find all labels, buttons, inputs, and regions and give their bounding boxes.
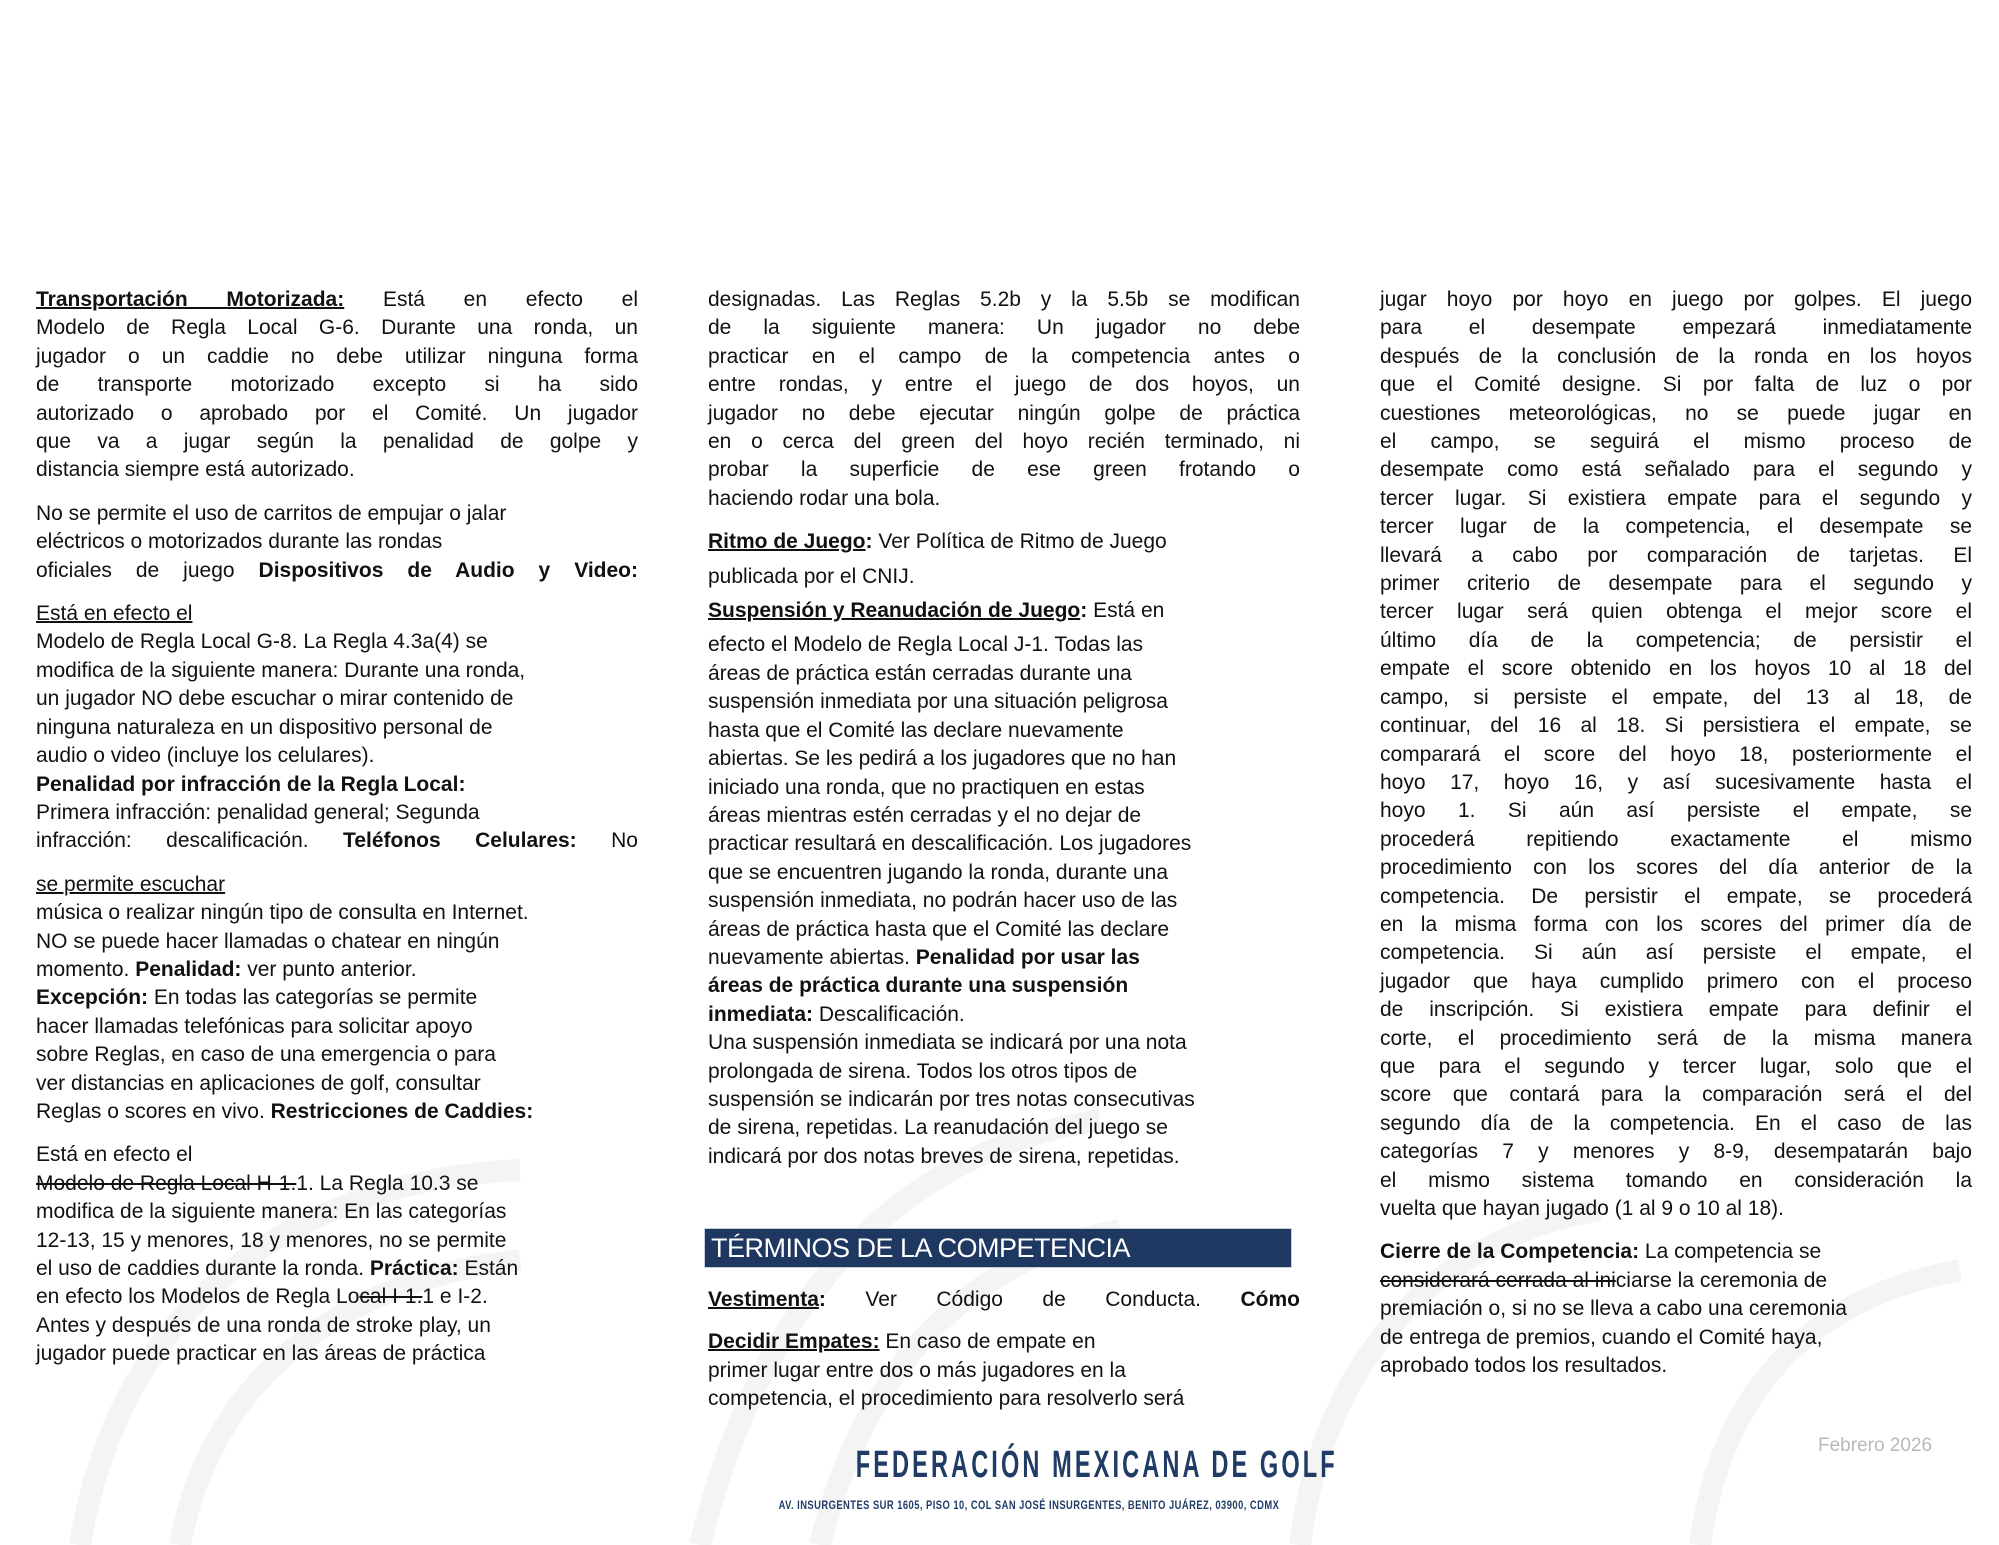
text-segment: llevará a cabo por comparación de tarjetas. El bbox=[1380, 543, 1972, 567]
text-segment: segundo día de la competencia. En el caso de las bbox=[1380, 1111, 1972, 1135]
text-segment: Está en efecto el bbox=[344, 288, 638, 311]
text-line bbox=[36, 1227, 638, 1255]
text-line bbox=[708, 597, 1300, 625]
text-segment: competencia, el procedimiento para resolverlo será bbox=[708, 1387, 1185, 1411]
text-segment: ninguna naturaleza en un dispositivo personal de bbox=[36, 715, 493, 739]
text-line bbox=[708, 371, 1300, 399]
text-line bbox=[36, 456, 638, 484]
text-segment: modifica de la siguiente manera: En las categorías bbox=[36, 1200, 507, 1224]
text-segment: Una suspensión inmediata se indicará por una nota bbox=[708, 1031, 1187, 1055]
text-line bbox=[708, 428, 1300, 456]
text-segment: que va a jugar según la penalidad de golpe y bbox=[36, 430, 638, 454]
text-line bbox=[1380, 797, 1972, 825]
text-segment: modifica de la siguiente manera: Durante una ronda, bbox=[36, 658, 526, 682]
text-segment: de entrega de premios, cuando el Comité haya, bbox=[1380, 1325, 1823, 1349]
federation-logo bbox=[708, 1444, 1338, 1512]
text-segment: áreas de práctica están cerradas durante una bbox=[708, 661, 1132, 685]
paragraph bbox=[36, 871, 638, 1127]
text-line bbox=[1380, 1110, 1972, 1138]
text-segment: momento. bbox=[36, 957, 136, 981]
text-segment: Reglas o scores en vivo. bbox=[36, 1099, 271, 1123]
text-segment: jugador puede practicar en las áreas de práctica bbox=[36, 1342, 486, 1366]
text-segment: nuevamente abiertas. bbox=[708, 945, 916, 969]
text-line bbox=[36, 314, 638, 342]
text-line bbox=[1380, 1081, 1972, 1109]
text-line bbox=[1380, 627, 1972, 655]
struck-text: cal I-1. bbox=[359, 1285, 423, 1309]
text-segment: eléctricos o motorizados durante las rondas bbox=[36, 530, 443, 554]
text-line bbox=[1380, 684, 1972, 712]
text-segment: de transporte motorizado excepto si ha sido bbox=[36, 373, 638, 397]
text-line bbox=[708, 1328, 1300, 1356]
text-segment: Modelo de Regla Local G-8. La Regla 4.3a(4) se bbox=[36, 630, 488, 654]
text-segment: vuelta que hayan jugado (1 al 9 o 10 al 18). bbox=[1380, 1197, 1784, 1220]
bold-label: Cómo bbox=[1240, 1288, 1300, 1311]
text-segment: La competencia se bbox=[1639, 1240, 1822, 1264]
text-line bbox=[1380, 968, 1972, 996]
text-segment: competencia. De persistir el empate, se procederá bbox=[1380, 884, 1972, 908]
text-segment: Ver Política de Ritmo de Juego bbox=[872, 530, 1167, 554]
text-line bbox=[36, 984, 638, 1012]
bold-label: áreas de práctica durante una suspensión bbox=[708, 974, 1129, 998]
text-line bbox=[36, 1283, 638, 1311]
paragraph bbox=[1380, 286, 1972, 1223]
paragraph bbox=[708, 631, 1300, 1171]
text-segment: distancia siempre está autorizado. bbox=[36, 458, 355, 482]
bold-label: Penalidad por usar las bbox=[915, 945, 1140, 969]
text-segment: procederá repitiendo exactamente el mismo bbox=[1380, 827, 1972, 851]
logo-address: AV. INSURGENTES SUR 1605, PISO 10, COL SAN JOSÉ INSURGENTES, BENITO JUÁREZ, 03900, CDMX bbox=[778, 1498, 1280, 1512]
bold-label: inmediata: bbox=[708, 1002, 814, 1026]
bold-label: : bbox=[1080, 599, 1088, 623]
text-line bbox=[36, 1312, 638, 1340]
text-segment: prolongada de sirena. Todos los otros tipos de bbox=[708, 1059, 1138, 1083]
column-middle bbox=[708, 286, 1300, 1171]
text-segment: premiación o, si no se lleva a cabo una ceremonia bbox=[1380, 1297, 1847, 1321]
struck-text: considerará cerrada al ini bbox=[1380, 1268, 1616, 1292]
paragraph bbox=[704, 1286, 1300, 1314]
paragraph bbox=[708, 597, 1300, 625]
document-date: Febrero 2026 bbox=[1818, 1435, 1933, 1456]
text-line bbox=[1380, 400, 1972, 428]
text-segment: iniciado una ronda, que no practiquen en estas bbox=[708, 775, 1145, 799]
text-segment: ciarse la ceremonia de bbox=[1615, 1268, 1828, 1292]
text-line bbox=[36, 871, 638, 899]
paragraph bbox=[36, 286, 638, 485]
text-segment: infracción: descalificación. bbox=[36, 829, 344, 853]
text-line bbox=[36, 1198, 638, 1226]
text-line bbox=[708, 802, 1300, 830]
text-line bbox=[708, 717, 1300, 745]
text-segment: NO se puede hacer llamadas o chatear en ningún bbox=[36, 929, 500, 953]
text-segment: ver distancias en aplicaciones de golf, consultar bbox=[36, 1071, 481, 1095]
text-segment: designadas. Las Reglas 5.2b y la 5.5b se modifican bbox=[708, 288, 1300, 311]
text-line bbox=[36, 799, 638, 827]
text-segment: campo, si persiste el empate, del 13 al 18, de bbox=[1380, 685, 1972, 709]
text-segment: cuestiones meteorológicas, no se puede jugar en bbox=[1380, 401, 1972, 425]
text-line bbox=[1380, 1295, 1972, 1323]
paragraph bbox=[1380, 1238, 1972, 1380]
text-line bbox=[36, 371, 638, 399]
text-line bbox=[708, 1001, 1300, 1029]
text-segment: jugador no debe ejecutar ningún golpe de práctica bbox=[708, 401, 1300, 425]
text-segment: suspensión inmediata, no podrán hacer uso de las bbox=[708, 889, 1178, 913]
text-segment: hacer llamadas telefónicas para solicitar apoyo bbox=[36, 1014, 473, 1038]
text-segment: 1 e I-2. bbox=[422, 1285, 488, 1309]
section-heading-terminos: TÉRMINOS DE LA COMPETENCIA bbox=[704, 1228, 1292, 1268]
text-segment: Está en efecto el bbox=[36, 602, 193, 626]
text-segment: en efecto los Modelos de Regla Lo bbox=[36, 1285, 360, 1309]
text-line bbox=[36, 557, 638, 585]
text-segment: en o cerca del green del hoyo recién terminado, ni bbox=[708, 430, 1300, 454]
text-line bbox=[1380, 911, 1972, 939]
text-segment: jugador que haya cumplido primero con el proceso bbox=[1380, 969, 1972, 993]
bold-label: Ritmo de Juego bbox=[708, 530, 866, 554]
text-segment: primer lugar entre dos o más jugadores en la bbox=[708, 1358, 1126, 1382]
text-segment: que para el segundo y tercer lugar, solo que el bbox=[1380, 1054, 1972, 1078]
text-segment: último día de la competencia; de persistir el bbox=[1380, 628, 1972, 652]
bold-label: Penalidad por infracción de la Regla Local: bbox=[36, 772, 466, 796]
bold-label: Dispositivos de Audio y Video: bbox=[258, 558, 638, 582]
text-segment: hoyo 1. Si aún así persiste el empate, se bbox=[1380, 799, 1972, 823]
text-line bbox=[36, 742, 638, 770]
paragraph bbox=[708, 563, 1300, 591]
bold-label: : bbox=[865, 530, 873, 554]
text-segment: continuar, del 16 al 18. Si persistiera el empate, se bbox=[1380, 714, 1972, 738]
text-line bbox=[708, 456, 1300, 484]
text-line bbox=[1380, 939, 1972, 967]
text-line bbox=[36, 899, 638, 927]
text-line bbox=[708, 859, 1300, 887]
text-line bbox=[36, 1070, 638, 1098]
text-segment: No bbox=[576, 829, 638, 853]
text-segment: En todas las categorías se permite bbox=[148, 986, 478, 1010]
text-line bbox=[1380, 741, 1972, 769]
paragraph bbox=[708, 528, 1300, 556]
text-line bbox=[708, 887, 1300, 915]
text-segment: Está en bbox=[1087, 599, 1165, 623]
text-line bbox=[36, 657, 638, 685]
text-line bbox=[36, 685, 638, 713]
bold-label: Cierre de la Competencia: bbox=[1380, 1240, 1640, 1264]
text-line bbox=[708, 1058, 1300, 1086]
text-line bbox=[708, 1357, 1300, 1385]
text-segment: Descalificación. bbox=[813, 1002, 965, 1026]
text-line bbox=[1380, 1053, 1972, 1081]
text-line bbox=[36, 1255, 638, 1283]
text-line bbox=[36, 1340, 638, 1368]
text-line bbox=[1380, 826, 1972, 854]
text-line bbox=[36, 500, 638, 528]
column-right bbox=[1380, 286, 1972, 1380]
text-segment: score que contará para la comparación será el del bbox=[1380, 1083, 1972, 1107]
paragraph bbox=[36, 1141, 638, 1368]
text-line bbox=[36, 714, 638, 742]
text-segment: de sirena, repetidas. La reanudación del juego se bbox=[708, 1116, 1168, 1140]
struck-text: Modelo de Regla Local H-1. bbox=[36, 1171, 297, 1195]
text-segment: en la misma forma con los scores del primer día de bbox=[1380, 912, 1972, 936]
text-segment: el uso de caddies durante la ronda. bbox=[36, 1257, 370, 1280]
text-segment: desempate como está señalado para el segundo y bbox=[1380, 458, 1972, 482]
bold-label: Teléfonos Celulares: bbox=[343, 829, 577, 853]
text-segment: No se permite el uso de carritos de empujar o jalar bbox=[36, 501, 507, 525]
text-line bbox=[1380, 1352, 1972, 1380]
text-segment: ver punto anterior. bbox=[241, 957, 417, 981]
text-line bbox=[1380, 1238, 1972, 1266]
text-segment: Está en efecto el bbox=[36, 1143, 193, 1167]
text-line bbox=[36, 1013, 638, 1041]
text-line bbox=[1380, 883, 1972, 911]
text-line bbox=[1380, 996, 1972, 1024]
text-line bbox=[1380, 598, 1972, 626]
text-segment: áreas de práctica hasta que el Comité las declare bbox=[708, 917, 1170, 941]
text-line bbox=[36, 400, 638, 428]
text-line bbox=[36, 600, 638, 628]
text-segment: probar la superficie de ese green frotando o bbox=[708, 458, 1300, 482]
text-line bbox=[36, 286, 638, 314]
text-line bbox=[708, 1143, 1300, 1171]
text-line bbox=[1380, 655, 1972, 683]
text-line bbox=[1380, 1138, 1972, 1166]
text-line bbox=[1380, 485, 1972, 513]
text-line bbox=[36, 1041, 638, 1069]
text-segment: hoyo 17, hoyo 16, y así sucesivamente hasta el bbox=[1380, 770, 1972, 794]
text-segment: comparará el score del hoyo 18, posteriormente el bbox=[1380, 742, 1972, 766]
logo-org-name: FEDERACIÓN MEXICANA DE GOLF bbox=[855, 1444, 1338, 1486]
text-segment: primer criterio de desempate para el segundo y bbox=[1380, 572, 1972, 596]
text-line bbox=[36, 1098, 638, 1126]
text-line bbox=[1380, 542, 1972, 570]
text-segment: áreas mientras estén cerradas y el no dejar de bbox=[708, 803, 1142, 827]
text-line bbox=[1380, 570, 1972, 598]
text-line bbox=[36, 956, 638, 984]
text-segment: 1. La Regla 10.3 se bbox=[296, 1171, 479, 1195]
text-line bbox=[708, 944, 1300, 972]
text-segment: se permite escuchar bbox=[36, 872, 226, 896]
bold-label: Transportación Motorizada: bbox=[36, 288, 345, 311]
text-segment: haciendo rodar una bola. bbox=[708, 486, 941, 510]
text-line bbox=[36, 343, 638, 371]
text-segment: aprobado todos los resultados. bbox=[1380, 1354, 1668, 1378]
text-segment: después de la conclusión de la ronda en los hoyos bbox=[1380, 344, 1972, 368]
paragraph bbox=[36, 600, 638, 856]
text-segment: oficiales de juego bbox=[36, 558, 259, 582]
text-line bbox=[36, 528, 638, 556]
text-line bbox=[36, 771, 638, 799]
text-segment: Antes y después de una ronda de stroke play, un bbox=[36, 1313, 491, 1337]
text-line bbox=[36, 628, 638, 656]
paragraph bbox=[708, 286, 1300, 513]
bold-label: Excepción: bbox=[36, 986, 149, 1010]
text-line bbox=[708, 485, 1300, 513]
text-segment: de la siguiente manera: Un jugador no debe bbox=[708, 316, 1300, 340]
paragraph bbox=[704, 1328, 1300, 1413]
text-segment: indicará por dos notas breves de sirena, repetidas. bbox=[708, 1144, 1180, 1168]
text-segment: Están bbox=[458, 1257, 519, 1280]
text-segment: Ver Código de Conducta. bbox=[825, 1288, 1241, 1311]
bold-label: Vestimenta bbox=[708, 1288, 819, 1311]
text-segment: publicada por el CNIJ. bbox=[708, 564, 915, 588]
text-segment: jugar hoyo por hoyo en juego por golpes. El juego bbox=[1380, 288, 1972, 311]
text-line bbox=[1380, 343, 1972, 371]
terms-body bbox=[704, 1286, 1300, 1414]
text-segment: practicar resultará en descalificación. Los jugadores bbox=[708, 832, 1192, 856]
text-segment: 12-13, 15 y menores, 18 y menores, no se permite bbox=[36, 1228, 507, 1252]
text-line bbox=[708, 314, 1300, 342]
text-line bbox=[1380, 513, 1972, 541]
text-line bbox=[1380, 428, 1972, 456]
bold-label: Suspensión y Reanudación de Juego bbox=[708, 599, 1081, 623]
text-line bbox=[1380, 314, 1972, 342]
text-segment: entre rondas, y entre el juego de dos hoyos, un bbox=[708, 373, 1300, 397]
text-segment: tercer lugar. Si existiera empate para el segundo y bbox=[1380, 486, 1972, 510]
text-line bbox=[708, 660, 1300, 688]
text-segment: el campo, se seguirá el mismo proceso de bbox=[1380, 430, 1972, 454]
text-line bbox=[1380, 712, 1972, 740]
text-line bbox=[36, 1141, 638, 1169]
text-line bbox=[708, 1385, 1300, 1413]
text-line bbox=[708, 774, 1300, 802]
text-line bbox=[1380, 286, 1972, 314]
text-line bbox=[1380, 1324, 1972, 1352]
text-line bbox=[36, 1170, 638, 1198]
bold-label: Restricciones de Caddies: bbox=[270, 1099, 534, 1123]
text-segment: En caso de empate en bbox=[879, 1330, 1096, 1354]
text-segment: música o realizar ningún tipo de consulta en Internet. bbox=[36, 901, 529, 925]
text-segment: que se encuentren jugando la ronda, durante una bbox=[708, 860, 1169, 884]
column-left bbox=[36, 286, 638, 1369]
text-segment: efecto el Modelo de Regla Local J-1. Todas las bbox=[708, 633, 1144, 657]
text-line bbox=[708, 563, 1300, 591]
text-line bbox=[1380, 371, 1972, 399]
text-line bbox=[1380, 1025, 1972, 1053]
text-segment: tercer lugar será quien obtenga el mejor score el bbox=[1380, 600, 1972, 624]
text-segment: procedimiento con los scores del día anterior de la bbox=[1380, 856, 1972, 880]
text-segment: de inscripción. Si existiera empate para definir el bbox=[1380, 998, 1972, 1022]
text-line bbox=[708, 1286, 1300, 1314]
text-line bbox=[36, 428, 638, 456]
text-line bbox=[1380, 1267, 1972, 1295]
text-line bbox=[1380, 1195, 1972, 1223]
text-segment: jugador o un caddie no debe utilizar ninguna forma bbox=[36, 344, 638, 368]
text-line bbox=[708, 688, 1300, 716]
text-segment: practicar en el campo de la competencia antes o bbox=[708, 344, 1300, 368]
text-segment: corte, el procedimiento será de la misma manera bbox=[1380, 1026, 1972, 1050]
text-segment: autorizado o aprobado por el Comité. Un jugador bbox=[36, 401, 638, 425]
text-line bbox=[708, 343, 1300, 371]
terms-section bbox=[704, 1228, 1300, 1414]
text-segment: empate el score obtenido en los hoyos 10 al 18 del bbox=[1380, 657, 1972, 681]
paragraph bbox=[36, 500, 638, 585]
text-line bbox=[708, 830, 1300, 858]
text-segment: competencia. Si aún así persiste el empate, el bbox=[1380, 941, 1972, 965]
text-line bbox=[1380, 769, 1972, 797]
text-segment: categorías 7 y menores y 8-9, desempatarán bajo bbox=[1380, 1140, 1972, 1164]
text-segment: audio o video (incluye los celulares). bbox=[36, 744, 375, 768]
text-line bbox=[708, 916, 1300, 944]
bold-label: : bbox=[818, 1288, 826, 1311]
text-line bbox=[708, 631, 1300, 659]
text-segment: Primera infracción: penalidad general; Segunda bbox=[36, 800, 480, 824]
text-line bbox=[708, 400, 1300, 428]
text-line bbox=[708, 1114, 1300, 1142]
text-segment: tercer lugar de la competencia, el desempate se bbox=[1380, 515, 1972, 539]
bold-label: Decidir Empates: bbox=[708, 1330, 880, 1354]
text-line bbox=[36, 928, 638, 956]
text-segment: para el desempate empezará inmediatamente bbox=[1380, 316, 1972, 340]
text-line bbox=[708, 286, 1300, 314]
text-segment: el mismo sistema tomando en consideración la bbox=[1380, 1168, 1972, 1192]
text-segment: Modelo de Regla Local G-6. Durante una ronda, un bbox=[36, 316, 638, 340]
text-segment: sobre Reglas, en caso de una emergencia o para bbox=[36, 1043, 496, 1067]
text-segment: suspensión inmediata por una situación peligrosa bbox=[708, 690, 1168, 714]
text-line bbox=[1380, 1167, 1972, 1195]
bold-label: Penalidad: bbox=[135, 957, 242, 981]
text-line bbox=[708, 1086, 1300, 1114]
text-segment: suspensión se indicarán por tres notas consecutivas bbox=[708, 1087, 1195, 1111]
text-segment: un jugador NO debe escuchar o mirar contenido de bbox=[36, 687, 514, 711]
text-segment: abiertas. Se les pedirá a los jugadores que no han bbox=[708, 747, 1177, 771]
text-line bbox=[708, 528, 1300, 556]
text-line bbox=[1380, 456, 1972, 484]
text-line bbox=[708, 745, 1300, 773]
text-line bbox=[1380, 854, 1972, 882]
text-segment: hasta que el Comité las declare nuevamente bbox=[708, 718, 1124, 742]
text-segment: que el Comité designe. Si por falta de luz o por bbox=[1380, 373, 1972, 397]
text-line bbox=[708, 972, 1300, 1000]
bold-label: Práctica: bbox=[369, 1257, 459, 1280]
text-line bbox=[36, 827, 638, 855]
text-line bbox=[708, 1029, 1300, 1057]
